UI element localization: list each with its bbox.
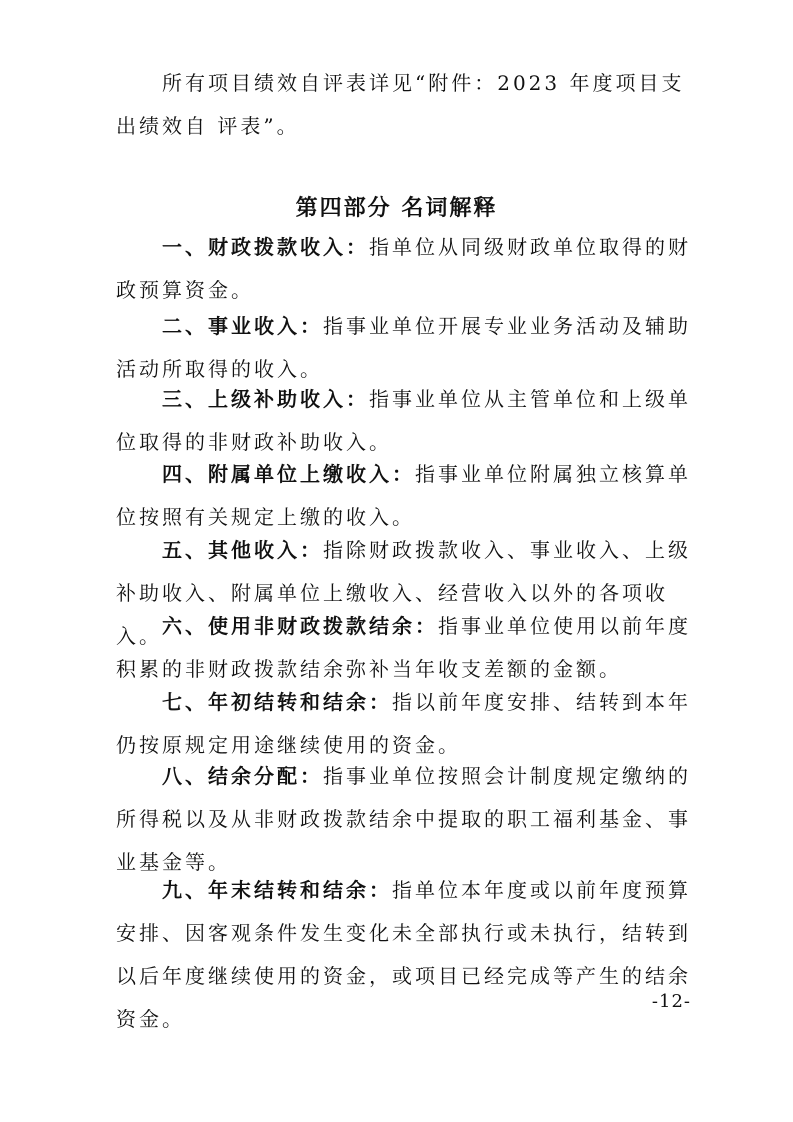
definition-text: 指事业单位附属独立核算单位按照有关规定上缴的收入。 xyxy=(116,462,691,529)
definition-text: 指事业单位从主管单位和上级单位取得的非财政补助收入。 xyxy=(116,387,691,454)
definition-paragraph xyxy=(116,226,700,312)
definition-term: 四、附属单位上缴收入： xyxy=(162,462,415,486)
definition-text: 指事业单位使用以前年度积累的非财政拨款结余弥补当年收支差额的金额。 xyxy=(116,614,691,681)
definition-term: 九、年末结转和结余： xyxy=(162,878,392,902)
page-number: -12- xyxy=(651,991,691,1012)
intro-paragraph: 所有项目绩效自评表详见“附件：2023 年度项目支出绩效自 评表”。 xyxy=(116,71,685,138)
definition-term: 五、其他收入： xyxy=(162,538,323,562)
definition-paragraph xyxy=(116,869,700,1041)
definition-term: 二、事业收入： xyxy=(162,314,323,338)
definition-text: 指以前年度安排、结转到本年仍按原规定用途继续使用的资金。 xyxy=(116,690,691,757)
definition-term: 六、使用非财政拨款结余： xyxy=(162,614,438,638)
definition-term: 三、上级补助收入： xyxy=(162,387,369,411)
definition-text: 指单位本年度或以前年度预算安排、因客观条件发生变化未全部执行或未执行，结转到以后年度继续使用的资金，或项目已经完成等产生的结余资金。 xyxy=(116,878,691,1031)
definition-term: 八、结余分配： xyxy=(162,764,323,788)
definition-text: 指事业单位开展专业业务活动及辅助活动所取得的收入。 xyxy=(116,314,691,381)
definition-paragraph xyxy=(116,378,700,464)
definition-text: 指单位从同级财政单位取得的财政预算资金。 xyxy=(116,235,691,302)
definition-term: 一、财政拨款收入： xyxy=(162,235,369,259)
section-title: 第四部分 名词解释 xyxy=(295,195,498,221)
definition-paragraph xyxy=(116,605,700,691)
definition-text: 指事业单位按照会计制度规定缴纳的所得税以及从非财政拨款结余中提取的职工福利基金、事业基金等。 xyxy=(116,764,691,874)
definition-term: 七、年初结转和结余： xyxy=(162,690,392,714)
definition-paragraph xyxy=(116,453,700,539)
definition-paragraph xyxy=(116,755,700,884)
definition-text: 指除财政拨款收入、事业收入、上级补助收入、附属单位上缴收入、经营收入以外的各项收入。 xyxy=(116,538,691,648)
